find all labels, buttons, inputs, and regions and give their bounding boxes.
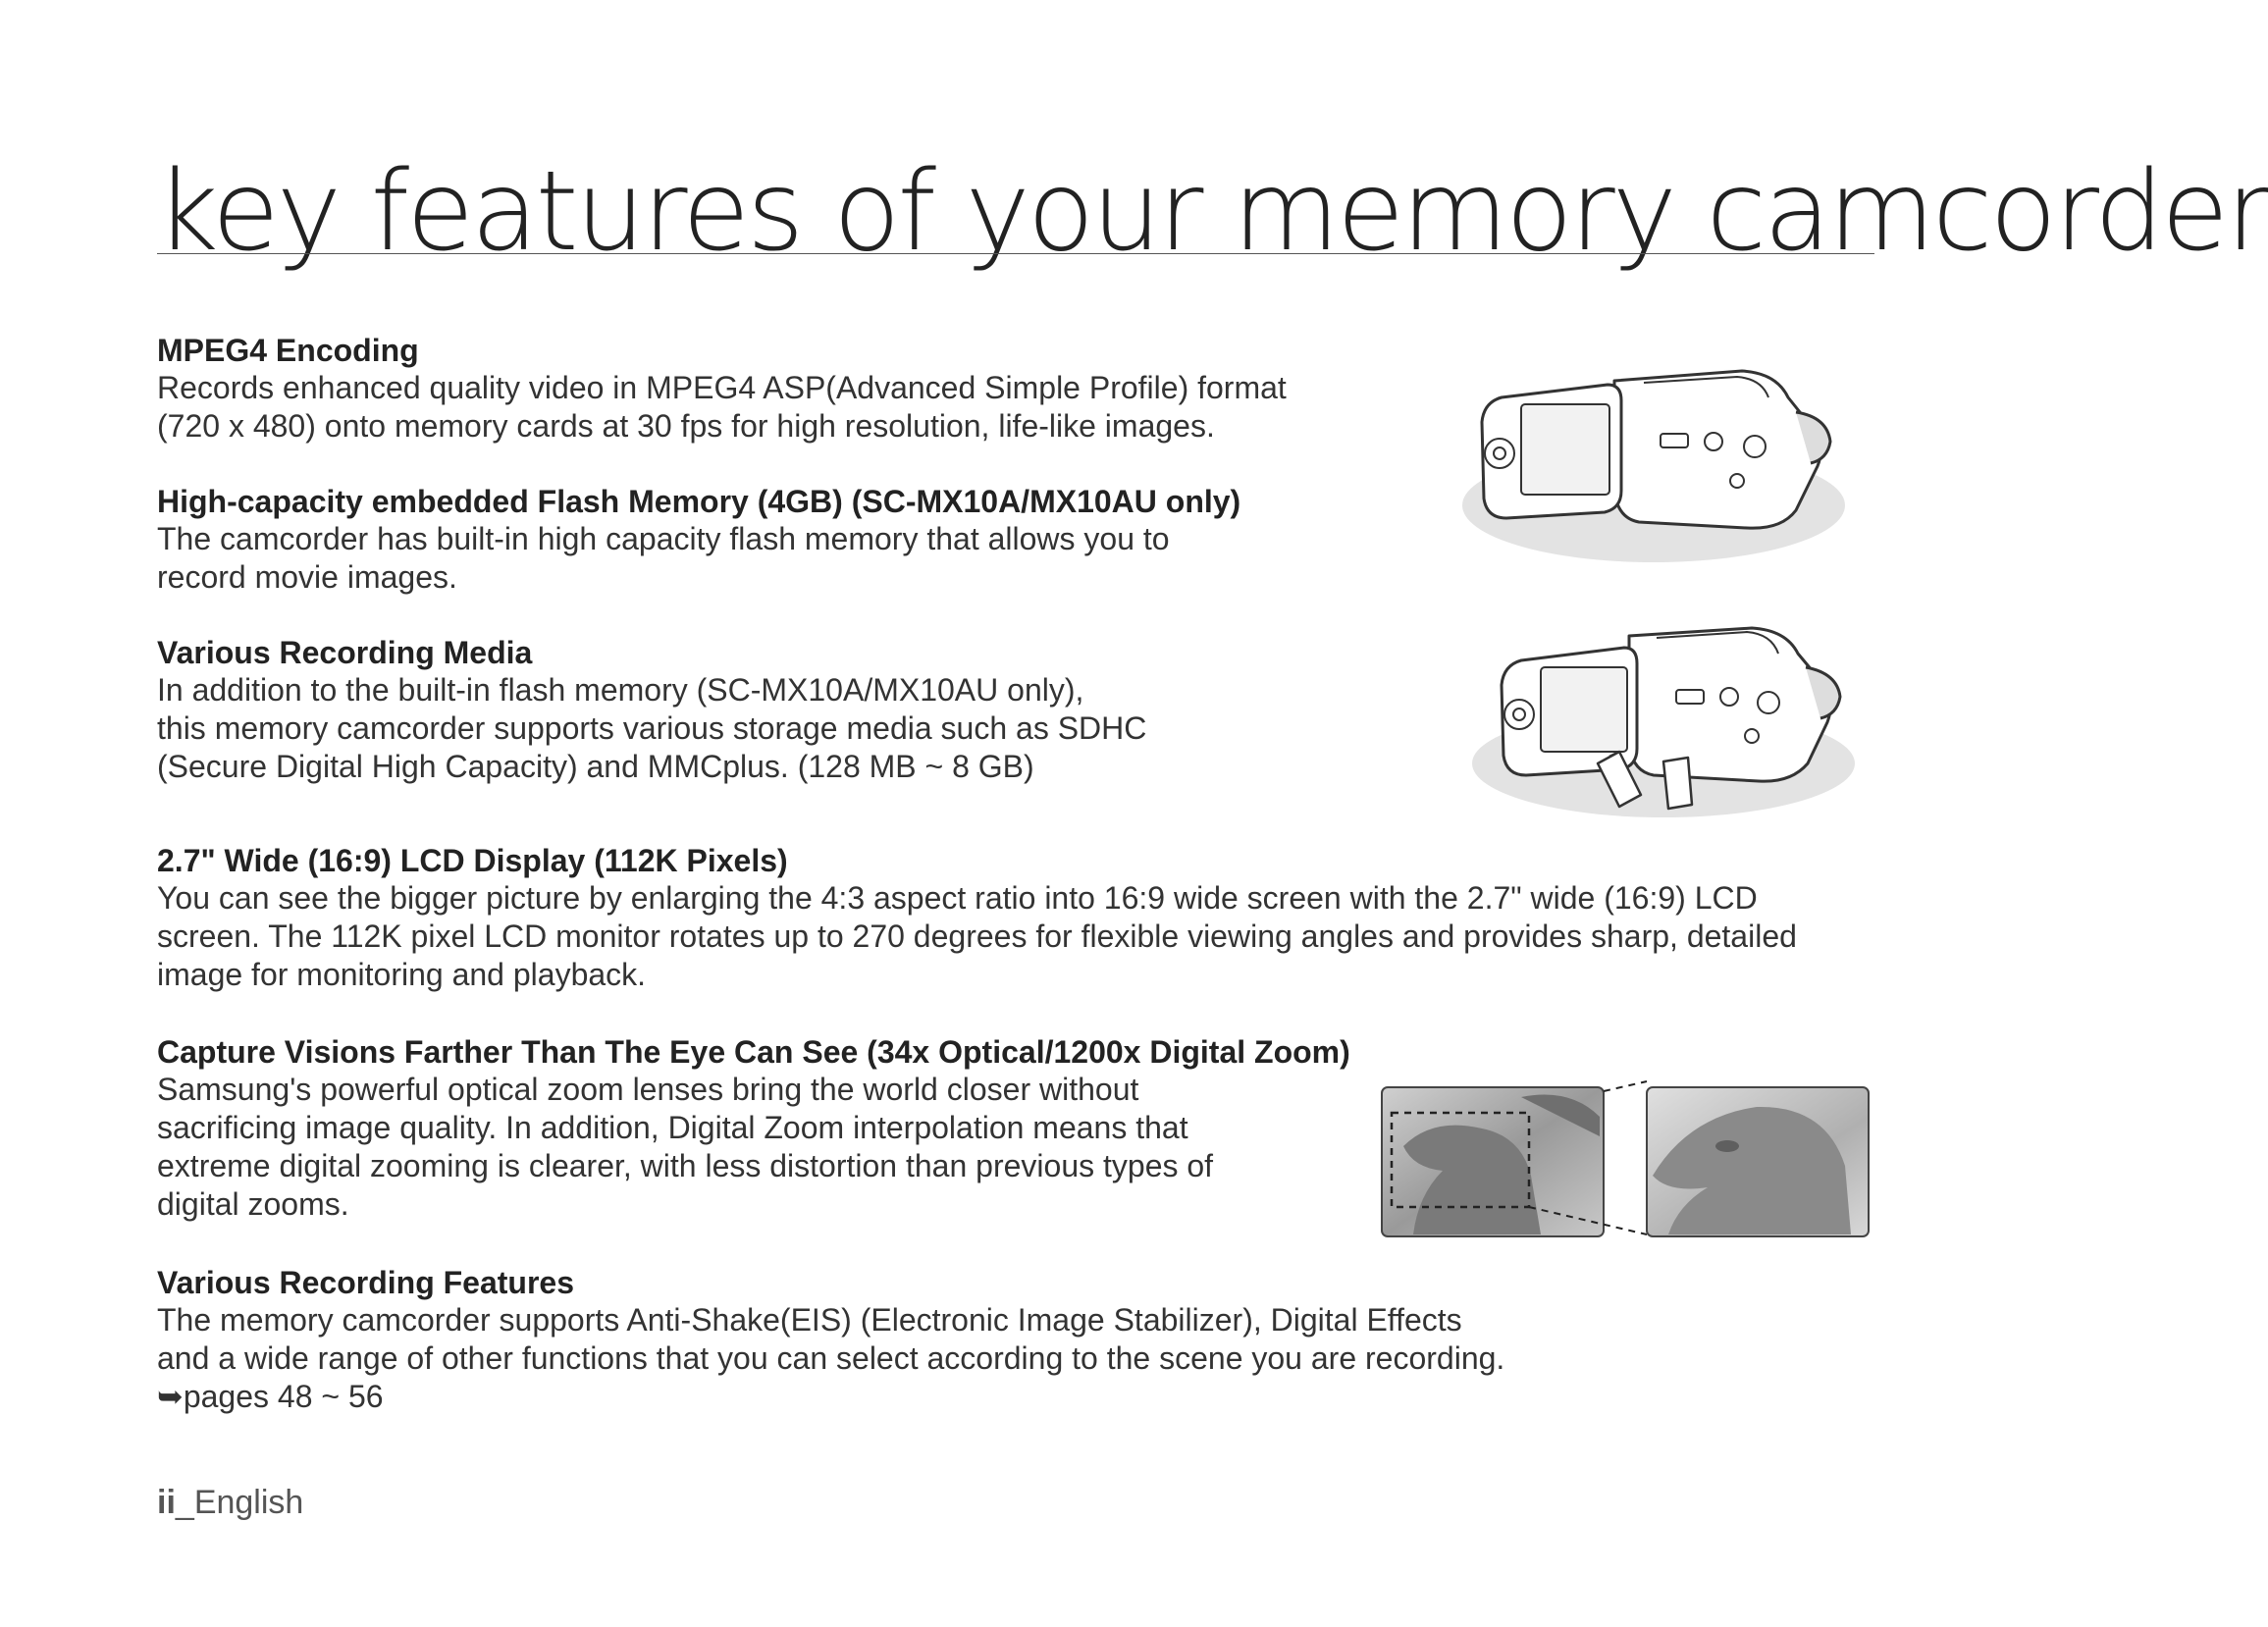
dolphin-eye	[1715, 1140, 1739, 1152]
title-underline	[157, 253, 1874, 254]
camcorder-illustration	[1443, 343, 1855, 579]
feature-mpeg4	[157, 332, 1287, 446]
camcorder-with-memory-cards-illustration	[1452, 616, 1865, 832]
footer-language: _English	[175, 1484, 304, 1521]
lcd-screen	[1541, 667, 1627, 752]
feature-recording-features	[157, 1264, 1504, 1416]
feature-heading: 2.7" Wide (16:9) LCD Display (112K Pixels)	[157, 843, 788, 878]
control-dial-center	[1494, 447, 1505, 459]
feature-zoom	[157, 1033, 1350, 1224]
feature-recording-media	[157, 634, 1146, 786]
memory-card-mmc	[1663, 758, 1692, 809]
feature-body: Samsung's powerful optical zoom lenses bring the world closer without sacrificing image quality. In addition, Digital Zoom interpolation means that extreme digital zooming is clearer, with less distortion than previous types of digital zooms.	[157, 1072, 1214, 1222]
feature-body: Records enhanced quality video in MPEG4 ASP(Advanced Simple Profile) format (720 x 480) onto memory cards at 30 fps for high resolution, life-like images.	[157, 370, 1287, 444]
page-reference-text: pages 48 ~ 56	[183, 1379, 384, 1414]
feature-heading: Capture Visions Farther Than The Eye Can See (34x Optical/1200x Digital Zoom)	[157, 1034, 1350, 1070]
zoom-connector-top	[1604, 1081, 1647, 1091]
feature-lcd-display	[157, 842, 1797, 994]
control-dial-center	[1513, 709, 1525, 720]
page-reference	[157, 1378, 384, 1416]
page-title: key features of your memory camcorder	[155, 148, 2268, 276]
page-footer	[157, 1484, 303, 1522]
feature-body: In addition to the built-in flash memory (SC-MX10A/MX10AU only), this memory camcorder supports various storage media such as SDHC (Secure Digital High Capacity) and MMCplus. (128 MB ~ 8 GB)	[157, 672, 1147, 784]
feature-body: You can see the bigger picture by enlarging the 4:3 aspect ratio into 16:9 wide screen with the 2.7" wide (16:9) LCD screen. The 112K pixel LCD monitor rotates up to 270 degrees for flexible viewing angles and provides sharp, detailed image for monitoring and playback.	[157, 880, 1797, 992]
page-number: ii	[157, 1484, 176, 1521]
arrow-icon: ➥	[157, 1379, 184, 1414]
feature-heading: Various Recording Media	[157, 635, 533, 670]
zoomed-photo	[1647, 1087, 1869, 1236]
zoom-comparison-illustration	[1374, 1077, 1876, 1244]
feature-heading: High-capacity embedded Flash Memory (4GB) (SC-MX10A/MX10AU only)	[157, 484, 1241, 519]
feature-heading: Various Recording Features	[157, 1265, 575, 1300]
feature-body: The memory camcorder supports Anti-Shake(EIS) (Electronic Image Stabilizer), Digital Effects and a wide range of other functions that you can select according to the scene you are recording.	[157, 1302, 1505, 1376]
feature-flash-memory	[157, 483, 1240, 597]
original-photo	[1382, 1087, 1604, 1236]
feature-body: The camcorder has built-in high capacity flash memory that allows you to record movie images.	[157, 521, 1170, 595]
feature-heading: MPEG4 Encoding	[157, 333, 419, 368]
lcd-screen	[1521, 404, 1609, 495]
